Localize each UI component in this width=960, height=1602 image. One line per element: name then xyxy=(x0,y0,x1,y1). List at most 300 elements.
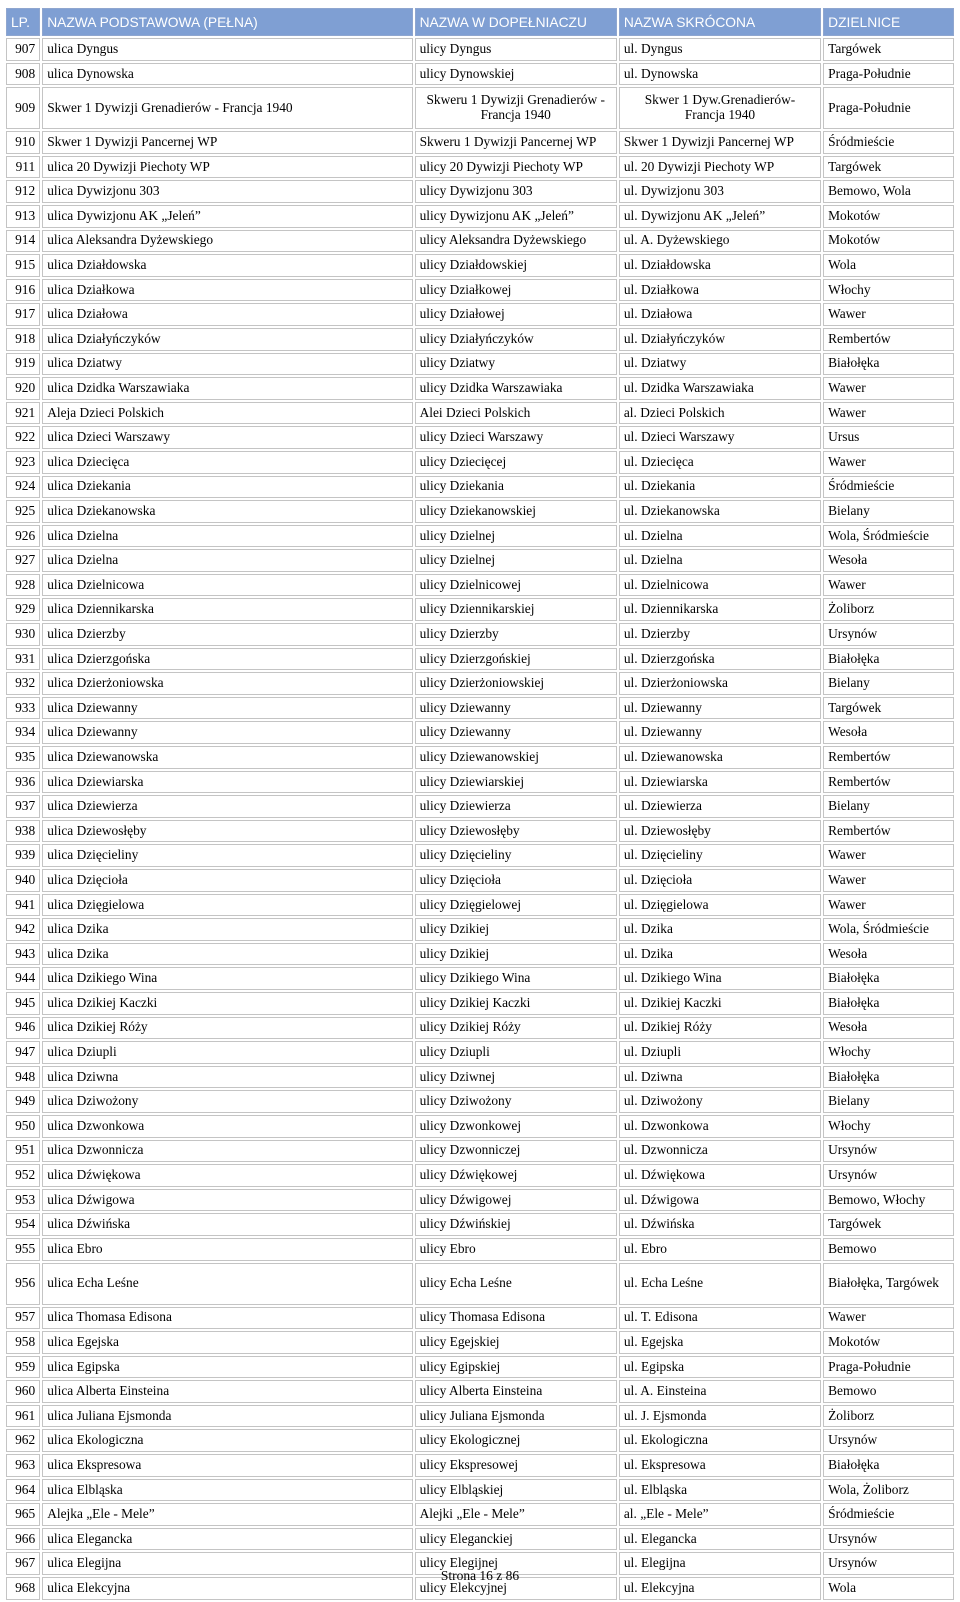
cell-district: Wola xyxy=(823,1577,954,1600)
cell-full-name: ulica Dzierżoniowska xyxy=(42,672,412,695)
table-row xyxy=(6,869,954,892)
table-row xyxy=(6,1454,954,1477)
cell-lp: 947 xyxy=(6,1041,40,1064)
cell-short-name: ul. Dzwonkowa xyxy=(619,1115,821,1138)
cell-lp: 949 xyxy=(6,1090,40,1113)
table-row xyxy=(6,303,954,326)
cell-district: Włochy xyxy=(823,1115,954,1138)
table-row xyxy=(6,894,954,917)
cell-genitive-name: ulicy Dzieci Warszawy xyxy=(415,426,617,449)
cell-full-name: ulica Dzielnicowa xyxy=(42,574,412,597)
cell-lp: 930 xyxy=(6,623,40,646)
table-row xyxy=(6,1140,954,1163)
cell-short-name: ul. Dzięcieliny xyxy=(619,844,821,867)
table-row xyxy=(6,1263,954,1305)
table-row xyxy=(6,131,954,154)
cell-short-name: ul. Działyńczyków xyxy=(619,328,821,351)
cell-short-name: ul. Dziewiarska xyxy=(619,771,821,794)
header-lp: LP. xyxy=(6,8,40,36)
table-row xyxy=(6,1115,954,1138)
cell-lp: 967 xyxy=(6,1552,40,1575)
cell-district: Wola, Śródmieście xyxy=(823,525,954,548)
cell-short-name: ul. Dzierzgońska xyxy=(619,648,821,671)
cell-genitive-name: ulicy Elekcyjnej xyxy=(415,1577,617,1600)
cell-short-name: ul. Dziewosłęby xyxy=(619,820,821,843)
header-district: DZIELNICE xyxy=(823,8,954,36)
cell-full-name: ulica Dziupli xyxy=(42,1041,412,1064)
cell-genitive-name: ulicy Eleganckiej xyxy=(415,1528,617,1551)
cell-genitive-name: ulicy Dziekania xyxy=(415,476,617,499)
cell-lp: 939 xyxy=(6,844,40,867)
header-full-name: NAZWA PODSTAWOWA (PEŁNA) xyxy=(42,8,412,36)
cell-lp: 927 xyxy=(6,549,40,572)
cell-short-name: ul. Egipska xyxy=(619,1356,821,1379)
cell-lp: 929 xyxy=(6,598,40,621)
table-row xyxy=(6,180,954,203)
cell-full-name: ulica Dyngus xyxy=(42,38,412,61)
cell-short-name: ul. Dzikiej Róży xyxy=(619,1017,821,1040)
cell-short-name: ul. Dziatwy xyxy=(619,353,821,376)
cell-full-name: ulica Dziewanowska xyxy=(42,746,412,769)
cell-lp: 908 xyxy=(6,63,40,86)
table-row xyxy=(6,1356,954,1379)
cell-genitive-name: ulicy Aleksandra Dyżewskiego xyxy=(415,230,617,253)
cell-short-name: ul. T. Edisona xyxy=(619,1307,821,1330)
table-row xyxy=(6,1066,954,1089)
cell-district: Bemowo xyxy=(823,1238,954,1261)
cell-lp: 950 xyxy=(6,1115,40,1138)
cell-genitive-name: ulicy Działdowskiej xyxy=(415,254,617,277)
cell-short-name: ul. Elegancka xyxy=(619,1528,821,1551)
cell-full-name: ulica Dzięcioła xyxy=(42,869,412,892)
cell-district: Praga-Południe xyxy=(823,1356,954,1379)
table-row xyxy=(6,1429,954,1452)
cell-genitive-name: ulicy Dzikiej xyxy=(415,918,617,941)
cell-district: Śródmieście xyxy=(823,131,954,154)
cell-district: Białołęka xyxy=(823,992,954,1015)
cell-district: Mokotów xyxy=(823,205,954,228)
cell-genitive-name: ulicy Dzidka Warszawiaka xyxy=(415,377,617,400)
cell-district: Śródmieście xyxy=(823,1503,954,1526)
cell-lp: 942 xyxy=(6,918,40,941)
cell-district: Wawer xyxy=(823,377,954,400)
cell-short-name: ul. Dziewanny xyxy=(619,721,821,744)
cell-district: Targówek xyxy=(823,697,954,720)
cell-lp: 922 xyxy=(6,426,40,449)
page-footer: Strona 16 z 86 xyxy=(440,1568,520,1583)
cell-district: Bielany xyxy=(823,500,954,523)
cell-lp: 960 xyxy=(6,1380,40,1403)
cell-full-name: ulica Działkowa xyxy=(42,279,412,302)
cell-district: Wesoła xyxy=(823,1017,954,1040)
cell-full-name: ulica Egejska xyxy=(42,1331,412,1354)
cell-genitive-name: ulicy Ekspresowej xyxy=(415,1454,617,1477)
cell-short-name: ul. Dynowska xyxy=(619,63,821,86)
cell-genitive-name: Skweru 1 Dywizji Grenadierów - Francja 1940 xyxy=(415,87,617,129)
cell-district: Żoliborz xyxy=(823,598,954,621)
cell-genitive-name: ulicy Dziewosłęby xyxy=(415,820,617,843)
cell-short-name: ul. Elekcyjna xyxy=(619,1577,821,1600)
header-genitive-name: NAZWA W DOPEŁNIACZU xyxy=(415,8,617,36)
cell-full-name: ulica Elbląska xyxy=(42,1479,412,1502)
cell-full-name: ulica Dziatwy xyxy=(42,353,412,376)
cell-district: Wawer xyxy=(823,869,954,892)
cell-full-name: ulica Dziwożony xyxy=(42,1090,412,1113)
cell-genitive-name: ulicy Thomasa Edisona xyxy=(415,1307,617,1330)
cell-full-name: ulica Thomasa Edisona xyxy=(42,1307,412,1330)
cell-district: Bielany xyxy=(823,1090,954,1113)
cell-district: Mokotów xyxy=(823,1331,954,1354)
cell-district: Ursynów xyxy=(823,1140,954,1163)
cell-district: Wawer xyxy=(823,1307,954,1330)
table-row xyxy=(6,1238,954,1261)
cell-lp: 941 xyxy=(6,894,40,917)
cell-short-name: ul. Działkowa xyxy=(619,279,821,302)
cell-full-name: ulica Dzierzby xyxy=(42,623,412,646)
cell-short-name: ul. Dziupli xyxy=(619,1041,821,1064)
table-row xyxy=(6,1380,954,1403)
cell-district: Włochy xyxy=(823,279,954,302)
cell-district: Rembertów xyxy=(823,746,954,769)
cell-genitive-name: ulicy Dzwonniczej xyxy=(415,1140,617,1163)
cell-district: Wesoła xyxy=(823,549,954,572)
cell-lp: 938 xyxy=(6,820,40,843)
cell-district: Wawer xyxy=(823,402,954,425)
cell-district: Białołęka xyxy=(823,353,954,376)
cell-full-name: ulica Dzwonnicza xyxy=(42,1140,412,1163)
cell-short-name: ul. Egejska xyxy=(619,1331,821,1354)
cell-genitive-name: ulicy Dziwożony xyxy=(415,1090,617,1113)
cell-district: Białołęka xyxy=(823,1066,954,1089)
cell-genitive-name: ulicy Dzielnej xyxy=(415,549,617,572)
cell-genitive-name: ulicy Dzięgielowej xyxy=(415,894,617,917)
cell-district: Ursynów xyxy=(823,1164,954,1187)
cell-lp: 926 xyxy=(6,525,40,548)
cell-lp: 946 xyxy=(6,1017,40,1040)
cell-full-name: ulica Dzierzgońska xyxy=(42,648,412,671)
table-row xyxy=(6,377,954,400)
table-row xyxy=(6,672,954,695)
cell-lp: 956 xyxy=(6,1263,40,1305)
cell-short-name: ul. Dziwożony xyxy=(619,1090,821,1113)
table-row xyxy=(6,1479,954,1502)
cell-full-name: ulica Elegancka xyxy=(42,1528,412,1551)
cell-district: Wesoła xyxy=(823,943,954,966)
table-row xyxy=(6,697,954,720)
cell-full-name: ulica Dywizjonu AK „Jeleń” xyxy=(42,205,412,228)
cell-full-name: ulica Dźwiękowa xyxy=(42,1164,412,1187)
cell-full-name: ulica Dziekanowska xyxy=(42,500,412,523)
cell-short-name: ul. Dywizjonu AK „Jeleń” xyxy=(619,205,821,228)
cell-full-name: ulica Dzikiej Róży xyxy=(42,1017,412,1040)
cell-lp: 910 xyxy=(6,131,40,154)
cell-short-name: ul. Dzikiego Wina xyxy=(619,967,821,990)
cell-lp: 917 xyxy=(6,303,40,326)
cell-short-name: ul. Dzielna xyxy=(619,549,821,572)
cell-lp: 925 xyxy=(6,500,40,523)
cell-lp: 944 xyxy=(6,967,40,990)
cell-lp: 955 xyxy=(6,1238,40,1261)
cell-genitive-name: ulicy Dyngus xyxy=(415,38,617,61)
cell-short-name: ul. Dzikiej Kaczki xyxy=(619,992,821,1015)
cell-full-name: ulica Aleksandra Dyżewskiego xyxy=(42,230,412,253)
cell-full-name: ulica Juliana Ejsmonda xyxy=(42,1405,412,1428)
cell-full-name: ulica Ekspresowa xyxy=(42,1454,412,1477)
cell-district: Rembertów xyxy=(823,328,954,351)
cell-lp: 937 xyxy=(6,795,40,818)
cell-full-name: ulica Działdowska xyxy=(42,254,412,277)
cell-genitive-name: ulicy Dźwińskiej xyxy=(415,1213,617,1236)
cell-short-name: ul. Dziewierza xyxy=(619,795,821,818)
table-row xyxy=(6,1213,954,1236)
table-row xyxy=(6,1528,954,1551)
cell-genitive-name: ulicy Dzielnicowej xyxy=(415,574,617,597)
cell-district: Rembertów xyxy=(823,820,954,843)
cell-short-name: ul. Działowa xyxy=(619,303,821,326)
table-row xyxy=(6,746,954,769)
table-row xyxy=(6,1164,954,1187)
cell-short-name: ul. Ekspresowa xyxy=(619,1454,821,1477)
cell-full-name: Alejka „Ele - Mele” xyxy=(42,1503,412,1526)
cell-short-name: ul. Ebro xyxy=(619,1238,821,1261)
cell-district: Bemowo xyxy=(823,1380,954,1403)
cell-lp: 935 xyxy=(6,746,40,769)
cell-full-name: ulica Ebro xyxy=(42,1238,412,1261)
cell-genitive-name: ulicy Dynowskiej xyxy=(415,63,617,86)
cell-district: Białołęka xyxy=(823,967,954,990)
cell-genitive-name: ulicy Dzięcioła xyxy=(415,869,617,892)
cell-full-name: Aleja Dzieci Polskich xyxy=(42,402,412,425)
cell-full-name: ulica Dźwigowa xyxy=(42,1189,412,1212)
cell-short-name: ul. Dzwonnicza xyxy=(619,1140,821,1163)
table-row xyxy=(6,844,954,867)
cell-short-name: ul. Dźwiękowa xyxy=(619,1164,821,1187)
table-row xyxy=(6,648,954,671)
table-row xyxy=(6,820,954,843)
cell-district: Śródmieście xyxy=(823,476,954,499)
cell-lp: 924 xyxy=(6,476,40,499)
cell-genitive-name: ulicy Działowej xyxy=(415,303,617,326)
cell-genitive-name: ulicy Dzikiej Róży xyxy=(415,1017,617,1040)
cell-full-name: ulica Działyńczyków xyxy=(42,328,412,351)
cell-district: Targówek xyxy=(823,156,954,179)
cell-short-name: ul. Dźwińska xyxy=(619,1213,821,1236)
table-row xyxy=(6,1041,954,1064)
cell-lp: 953 xyxy=(6,1189,40,1212)
cell-district: Wola, Żoliborz xyxy=(823,1479,954,1502)
cell-lp: 913 xyxy=(6,205,40,228)
cell-short-name: ul. Echa Leśne xyxy=(619,1263,821,1305)
cell-district: Wawer xyxy=(823,574,954,597)
cell-lp: 948 xyxy=(6,1066,40,1089)
cell-lp: 912 xyxy=(6,180,40,203)
cell-genitive-name: ulicy Elegijnej xyxy=(415,1552,617,1575)
cell-district: Targówek xyxy=(823,38,954,61)
cell-full-name: ulica Dzikiego Wina xyxy=(42,967,412,990)
cell-district: Mokotów xyxy=(823,230,954,253)
cell-genitive-name: ulicy Dziatwy xyxy=(415,353,617,376)
cell-district: Białołęka xyxy=(823,648,954,671)
cell-short-name: ul. Dziekanowska xyxy=(619,500,821,523)
cell-full-name: ulica Dywizjonu 303 xyxy=(42,180,412,203)
cell-lp: 932 xyxy=(6,672,40,695)
cell-short-name: Skwer 1 Dywizji Pancernej WP xyxy=(619,131,821,154)
cell-genitive-name: ulicy Dźwiękowej xyxy=(415,1164,617,1187)
cell-genitive-name: ulicy Dziennikarskiej xyxy=(415,598,617,621)
cell-district: Wawer xyxy=(823,451,954,474)
cell-full-name: ulica Elekcyjna xyxy=(42,1577,412,1600)
cell-short-name: ul. Dzięgielowa xyxy=(619,894,821,917)
cell-full-name: ulica Dzięgielowa xyxy=(42,894,412,917)
cell-lp: 945 xyxy=(6,992,40,1015)
cell-district: Praga-Południe xyxy=(823,63,954,86)
cell-district: Ursynów xyxy=(823,1429,954,1452)
cell-district: Wawer xyxy=(823,894,954,917)
cell-lp: 911 xyxy=(6,156,40,179)
cell-district: Praga-Południe xyxy=(823,87,954,129)
cell-lp: 919 xyxy=(6,353,40,376)
cell-full-name: ulica 20 Dywizji Piechoty WP xyxy=(42,156,412,179)
cell-short-name: al. Dzieci Polskich xyxy=(619,402,821,425)
cell-district: Wola, Śródmieście xyxy=(823,918,954,941)
cell-short-name: ul. Dzieci Warszawy xyxy=(619,426,821,449)
cell-genitive-name: ulicy Dywizjonu 303 xyxy=(415,180,617,203)
cell-full-name: ulica Dziewanny xyxy=(42,721,412,744)
table-body xyxy=(6,38,954,1600)
cell-lp: 907 xyxy=(6,38,40,61)
table-row xyxy=(6,1503,954,1526)
cell-district: Włochy xyxy=(823,1041,954,1064)
cell-genitive-name: ulicy Alberta Einsteina xyxy=(415,1380,617,1403)
table-header xyxy=(6,8,954,36)
table-row xyxy=(6,230,954,253)
cell-short-name: ul. Dyngus xyxy=(619,38,821,61)
cell-genitive-name: ulicy Dywizjonu AK „Jeleń” xyxy=(415,205,617,228)
cell-lp: 909 xyxy=(6,87,40,129)
cell-district: Bemowo, Włochy xyxy=(823,1189,954,1212)
cell-lp: 951 xyxy=(6,1140,40,1163)
table-row xyxy=(6,1405,954,1428)
table-row xyxy=(6,1307,954,1330)
cell-district: Żoliborz xyxy=(823,1405,954,1428)
header-short-name: NAZWA SKRÓCONA xyxy=(619,8,821,36)
cell-lp: 923 xyxy=(6,451,40,474)
cell-full-name: ulica Dzielna xyxy=(42,525,412,548)
cell-full-name: ulica Działowa xyxy=(42,303,412,326)
cell-lp: 928 xyxy=(6,574,40,597)
cell-short-name: ul. Dziwna xyxy=(619,1066,821,1089)
cell-genitive-name: Skweru 1 Dywizji Pancernej WP xyxy=(415,131,617,154)
table-row xyxy=(6,402,954,425)
table-row xyxy=(6,525,954,548)
table-row xyxy=(6,500,954,523)
cell-short-name: ul. Dzierżoniowska xyxy=(619,672,821,695)
cell-lp: 934 xyxy=(6,721,40,744)
table-row xyxy=(6,721,954,744)
cell-full-name: ulica Dzięcieliny xyxy=(42,844,412,867)
cell-full-name: ulica Dziewosłęby xyxy=(42,820,412,843)
cell-genitive-name: ulicy Ebro xyxy=(415,1238,617,1261)
cell-short-name: ul. Dywizjonu 303 xyxy=(619,180,821,203)
cell-full-name: ulica Dziewierza xyxy=(42,795,412,818)
cell-full-name: ulica Dzika xyxy=(42,918,412,941)
cell-full-name: ulica Dzielna xyxy=(42,549,412,572)
cell-full-name: ulica Dziewanny xyxy=(42,697,412,720)
cell-short-name: ul. Dziecięca xyxy=(619,451,821,474)
cell-lp: 943 xyxy=(6,943,40,966)
cell-genitive-name: ulicy Dziewanny xyxy=(415,697,617,720)
cell-full-name: ulica Elegijna xyxy=(42,1552,412,1575)
cell-lp: 914 xyxy=(6,230,40,253)
cell-genitive-name: ulicy Dzielnej xyxy=(415,525,617,548)
table-row xyxy=(6,967,954,990)
cell-lp: 959 xyxy=(6,1356,40,1379)
cell-district: Wawer xyxy=(823,303,954,326)
cell-district: Ursynów xyxy=(823,623,954,646)
table-row xyxy=(6,353,954,376)
cell-full-name: ulica Egipska xyxy=(42,1356,412,1379)
cell-short-name: ul. Dzidka Warszawiaka xyxy=(619,377,821,400)
cell-short-name: ul. A. Einsteina xyxy=(619,1380,821,1403)
cell-genitive-name: ulicy Dziewanowskiej xyxy=(415,746,617,769)
cell-lp: 915 xyxy=(6,254,40,277)
cell-full-name: ulica Dźwińska xyxy=(42,1213,412,1236)
cell-genitive-name: ulicy Juliana Ejsmonda xyxy=(415,1405,617,1428)
cell-full-name: ulica Dziecięca xyxy=(42,451,412,474)
street-names-table xyxy=(4,6,956,1602)
cell-short-name: ul. Dzięcioła xyxy=(619,869,821,892)
cell-genitive-name: ulicy Dzikiego Wina xyxy=(415,967,617,990)
cell-district: Wesoła xyxy=(823,721,954,744)
cell-short-name: ul. Ekologiczna xyxy=(619,1429,821,1452)
cell-lp: 931 xyxy=(6,648,40,671)
cell-genitive-name: ulicy Dziewanny xyxy=(415,721,617,744)
cell-district: Ursynów xyxy=(823,1552,954,1575)
cell-short-name: ul. Dzika xyxy=(619,918,821,941)
cell-lp: 968 xyxy=(6,1577,40,1600)
cell-full-name: ulica Dzwonkowa xyxy=(42,1115,412,1138)
cell-genitive-name: ulicy Dzikiej Kaczki xyxy=(415,992,617,1015)
cell-full-name: ulica Echa Leśne xyxy=(42,1263,412,1305)
cell-short-name: ul. A. Dyżewskiego xyxy=(619,230,821,253)
cell-genitive-name: ulicy Egipskiej xyxy=(415,1356,617,1379)
cell-lp: 952 xyxy=(6,1164,40,1187)
cell-lp: 961 xyxy=(6,1405,40,1428)
table-row xyxy=(6,918,954,941)
cell-short-name: al. „Ele - Mele” xyxy=(619,1503,821,1526)
table-row xyxy=(6,795,954,818)
table-row xyxy=(6,1189,954,1212)
cell-short-name: ul. Dzielna xyxy=(619,525,821,548)
cell-district: Wola xyxy=(823,254,954,277)
cell-lp: 964 xyxy=(6,1479,40,1502)
cell-full-name: ulica Dzieci Warszawy xyxy=(42,426,412,449)
cell-full-name: ulica Dzidka Warszawiaka xyxy=(42,377,412,400)
cell-genitive-name: ulicy Elbląskiej xyxy=(415,1479,617,1502)
table-row xyxy=(6,426,954,449)
cell-district: Targówek xyxy=(823,1213,954,1236)
cell-short-name: ul. Dzierzby xyxy=(619,623,821,646)
cell-district: Bielany xyxy=(823,672,954,695)
cell-lp: 920 xyxy=(6,377,40,400)
table-row xyxy=(6,451,954,474)
cell-full-name: ulica Dziekania xyxy=(42,476,412,499)
table-row xyxy=(6,574,954,597)
cell-lp: 921 xyxy=(6,402,40,425)
cell-genitive-name: ulicy Działyńczyków xyxy=(415,328,617,351)
cell-full-name: Skwer 1 Dywizji Grenadierów - Francja 1940 xyxy=(42,87,412,129)
cell-genitive-name: Alejki „Ele - Mele” xyxy=(415,1503,617,1526)
